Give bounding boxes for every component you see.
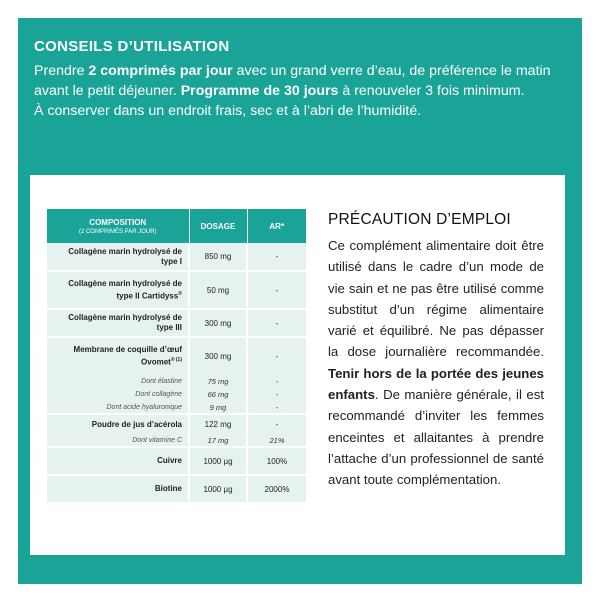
table-header-row bbox=[47, 209, 306, 243]
row-dosage: 1000 µg bbox=[189, 447, 247, 475]
row-ar: - bbox=[247, 337, 306, 375]
usage-dose-emphasis: 2 comprimés par jour bbox=[88, 63, 233, 79]
table-sub-row bbox=[47, 434, 306, 447]
precaution-text-part: Ce complément alimentaire doit être utilisé dans le cadre d’un mode de vie sain et ne pas être utilisé comme substitut d’un régime alimentaire varié et équilibré. Ne pas dépasser la dose journalière recommandée. bbox=[328, 238, 544, 360]
row-dosage: 75 mg bbox=[189, 375, 247, 388]
composition-table bbox=[47, 209, 306, 504]
usage-text-part: à renouveler 3 fois minimum. bbox=[338, 83, 525, 99]
row-name: Biotine bbox=[47, 475, 189, 503]
row-name bbox=[47, 337, 189, 375]
table-row bbox=[47, 243, 306, 271]
precaution-title: PRÉCAUTION D’EMPLOI bbox=[328, 211, 511, 228]
row-name: Poudre de jus d’acérola bbox=[47, 414, 189, 434]
header-composition-label: COMPOSITION bbox=[89, 217, 147, 227]
header-composition-sub: (2 COMPRIMÉS PAR JOUR) bbox=[78, 228, 157, 235]
row-dosage: 1000 µg bbox=[189, 475, 247, 503]
row-ar: - bbox=[247, 271, 306, 309]
header-ar: AR* bbox=[247, 209, 306, 243]
usage-title: CONSEILS D’UTILISATION bbox=[34, 38, 230, 55]
row-dosage: 9 mg bbox=[189, 401, 247, 414]
row-name: Collagène marin hydrolysé de type III bbox=[47, 309, 189, 337]
row-ar: 100% bbox=[247, 447, 306, 475]
registered-mark: ® bbox=[178, 290, 182, 297]
info-card bbox=[30, 175, 565, 555]
usage-text-part: avec un grand verre d’eau, de préférence le matin avant le petit déjeuner. bbox=[34, 63, 551, 99]
table-sub-row bbox=[47, 375, 306, 388]
row-ar: 21% bbox=[247, 434, 306, 447]
row-name bbox=[47, 271, 189, 309]
row-ar: - bbox=[247, 401, 306, 414]
row-dosage: 300 mg bbox=[189, 337, 247, 375]
usage-program-emphasis: Programme de 30 jours bbox=[180, 83, 339, 99]
table-row bbox=[47, 447, 306, 475]
precaution-text-part: . De manière générale, il est recommandé d’inviter les femmes enceintes et allaitantes à prendre l’attache d’un professionnel de santé avant toute complémentation. bbox=[328, 387, 544, 488]
table-sub-row bbox=[47, 388, 306, 401]
precaution-section bbox=[328, 211, 544, 491]
row-ar: - bbox=[247, 414, 306, 434]
row-dosage: 17 mg bbox=[189, 434, 247, 447]
usage-text-part: Prendre bbox=[34, 63, 89, 79]
row-name: Dont élastine bbox=[47, 375, 189, 388]
row-name: Dont vitamine C bbox=[47, 434, 189, 447]
table-row bbox=[47, 337, 306, 375]
row-dosage: 122 mg bbox=[189, 414, 247, 434]
header-dosage: DOSAGE bbox=[189, 209, 247, 243]
usage-storage-text: À conserver dans un endroit frais, sec et à l’abri de l’humidité. bbox=[34, 103, 422, 119]
row-name-text: Collagène marin hydrolysé de type II Cartidyss bbox=[68, 278, 182, 301]
row-name-text: Membrane de coquille d’œuf Ovomet bbox=[73, 345, 182, 367]
precaution-text bbox=[328, 235, 544, 491]
row-name: Collagène marin hydrolysé de type I bbox=[47, 243, 189, 271]
row-dosage: 850 mg bbox=[189, 243, 247, 271]
table-row bbox=[47, 414, 306, 434]
row-dosage: 300 mg bbox=[189, 309, 247, 337]
row-dosage: 50 mg bbox=[189, 271, 247, 309]
usage-instructions bbox=[34, 61, 554, 121]
row-ar: - bbox=[247, 309, 306, 337]
row-ar: - bbox=[247, 375, 306, 388]
table-row bbox=[47, 475, 306, 503]
table-row bbox=[47, 271, 306, 309]
row-dosage: 66 mg bbox=[189, 388, 247, 401]
row-ar: - bbox=[247, 388, 306, 401]
table-row bbox=[47, 309, 306, 337]
precaution-children-warning: Tenir hors de la portée des jeunes enfants bbox=[328, 365, 544, 403]
row-ar: 2000% bbox=[247, 475, 306, 503]
header-composition bbox=[47, 209, 189, 243]
row-name: Cuivre bbox=[47, 447, 189, 475]
row-ar: - bbox=[247, 243, 306, 271]
registered-mark: ® (1) bbox=[170, 357, 182, 364]
table-sub-row bbox=[47, 401, 306, 414]
row-name: Dont acide hyaluronique bbox=[47, 401, 189, 414]
usage-section bbox=[34, 38, 554, 121]
row-name: Dont collagène bbox=[47, 388, 189, 401]
